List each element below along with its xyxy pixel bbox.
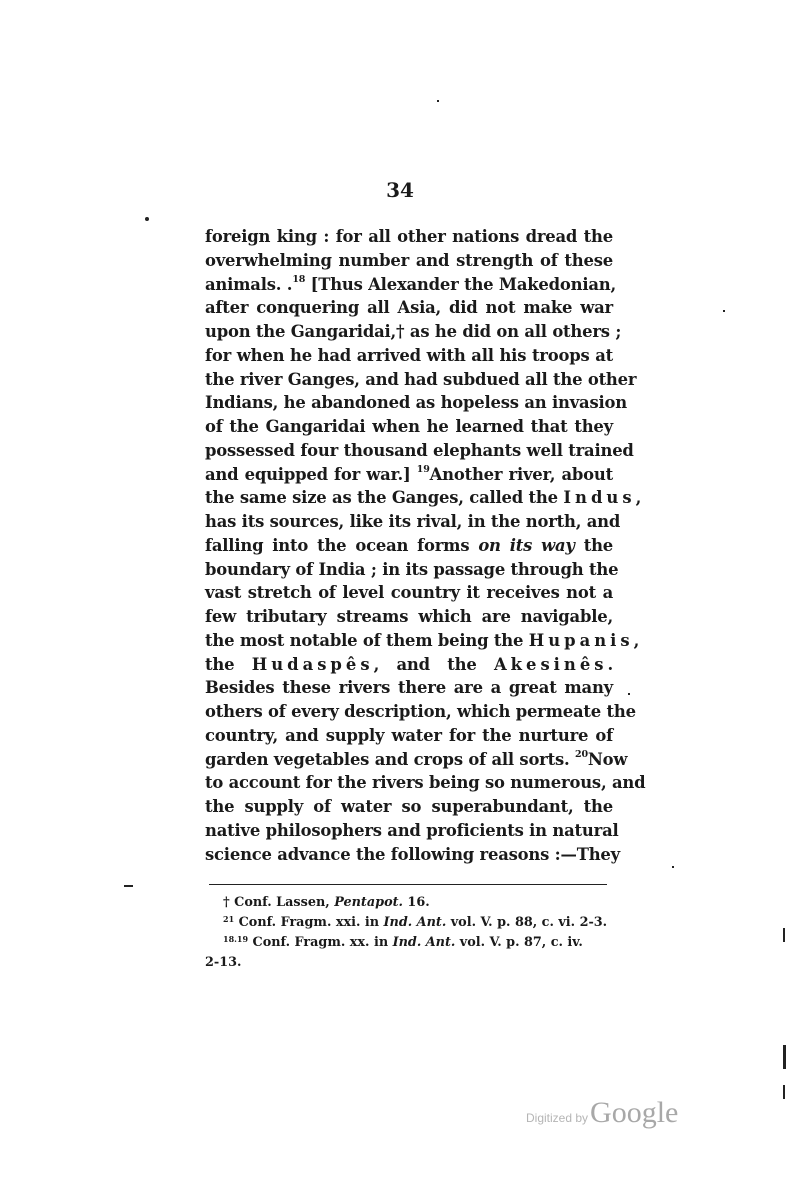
body-line: for when he had arrived with all his troops at — [205, 345, 613, 365]
body-line: falling into the ocean forms on its way the — [205, 535, 614, 555]
body-line: has its sources, like its rival, in the north, and — [205, 512, 621, 531]
scan-speck — [783, 928, 785, 942]
body-line: to account for the rivers being so numerous, and — [205, 773, 646, 793]
scan-speck — [783, 1045, 786, 1069]
body-line: of the Gangaridai when he learned that they — [205, 417, 613, 436]
body-line: the Hudaspês, and the Akesinês. — [205, 654, 613, 674]
body-line: garden vegetables and crops of all sorts. $^{20}$Now — [205, 748, 628, 769]
footnote-dagger: † Conf. Lassen, Pentapot. 16. — [223, 895, 430, 910]
body-line: the supply of water so superabundant, the — [205, 797, 613, 816]
body-line: the river Ganges, and had subdued all the other — [205, 369, 637, 389]
body-line: overwhelming number and strength of these — [205, 250, 613, 270]
body-line: foreign king : for all other nations dread the — [205, 227, 613, 246]
scan-speck — [628, 693, 630, 695]
body-line: and equipped for war.] $^{19}$Another river, about — [205, 463, 613, 484]
body-line: the most notable of them being the Hupanis, — [205, 630, 640, 650]
scan-speck — [783, 1085, 785, 1099]
scan-speck — [437, 100, 439, 102]
body-line: upon the Gangaridai,† as he did on all others ; — [205, 322, 622, 341]
body-line: boundary of India ; in its passage through the — [205, 559, 619, 579]
body-text — [205, 225, 646, 866]
body-line: native philosophers and proficients in natural — [205, 820, 619, 840]
body-line: Besides these rivers there are a great many — [205, 678, 613, 698]
page-number: 34 — [386, 178, 414, 202]
body-line: few tributary streams which are navigable, — [205, 607, 613, 626]
footnote-21: $^{21}$ Conf. Fragm. xxi. in Ind. Ant. vol. V. p. 88, c. vi. 2-3. — [223, 914, 608, 930]
scan-speck — [723, 310, 725, 312]
body-line: possessed four thousand elephants well trained — [205, 440, 634, 460]
scan-speck — [124, 885, 133, 887]
body-line: after conquering all Asia, did not make war — [205, 298, 613, 318]
body-line: the same size as the Ganges, called the Indus, — [205, 488, 642, 508]
body-line: science advance the following reasons :—They — [205, 844, 620, 864]
body-line: others of every description, which permeate the — [205, 702, 636, 721]
scan-speck — [145, 217, 149, 221]
body-line: vast stretch of level country it receives not a — [205, 583, 613, 603]
footnote-18-19: $^{18.19}$ Conf. Fragm. xx. in Ind. Ant. vol. V. p. 87, c. iv. — [223, 934, 583, 950]
footnote-18-19-continued: 2-13. — [205, 955, 242, 970]
footnotes — [205, 893, 615, 973]
digitized-by-google-watermark: Digitized by Google — [526, 1096, 679, 1129]
scan-speck — [672, 866, 674, 868]
body-line: animals. .$^{18}$ [Thus Alexander the Makedonian, — [205, 273, 617, 294]
body-line: country, and supply water for the nurture of — [205, 725, 613, 745]
footnote-rule — [209, 884, 607, 885]
body-line: Indians, he abandoned as hopeless an invasion — [205, 393, 627, 413]
